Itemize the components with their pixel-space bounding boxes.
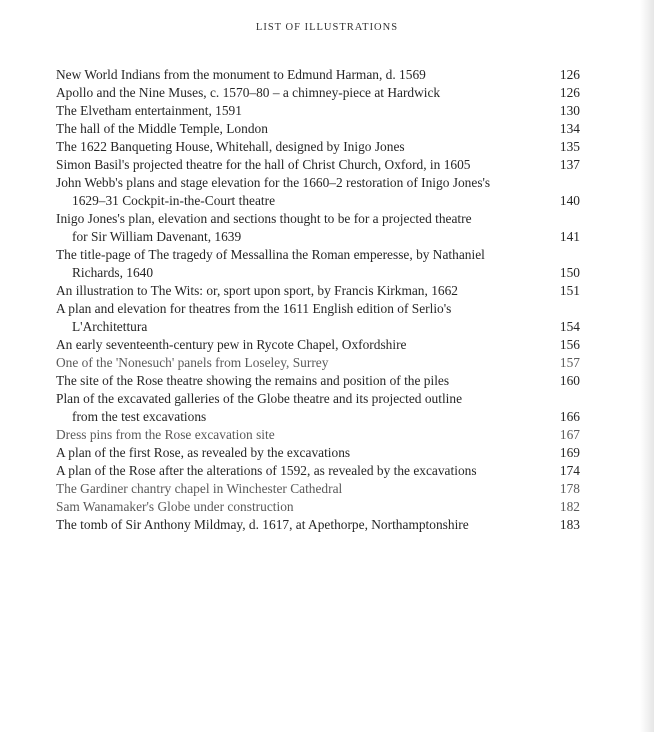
- entry-page-number: 182: [559, 499, 580, 514]
- list-entry: [56, 282, 582, 300]
- entry-title: The hall of the Middle Temple, London: [56, 121, 268, 136]
- entry-page-number: 130: [559, 103, 580, 118]
- list-entry: [56, 390, 582, 426]
- entry-title: An illustration to The Wits: or, sport upon sport, by Francis Kirkman, 1662: [56, 283, 458, 298]
- entry-title: The site of the Rose theatre showing the remains and position of the piles: [56, 373, 450, 388]
- entry-title: The tomb of Sir Anthony Mildmay, d. 1617, at Apethorpe, Northamptonshire: [56, 517, 469, 532]
- entry-title: Inigo Jones's plan, elevation and sections thought to be for a projected theatre: [56, 211, 472, 226]
- entry-title: A plan and elevation for theatres from the 1611 English edition of Serlio's: [56, 301, 452, 316]
- entry-page-number: 134: [559, 121, 580, 136]
- entry-page-number: 126: [559, 67, 580, 82]
- entry-page-number: 141: [559, 229, 580, 244]
- entry-title: Plan of the excavated galleries of the Globe theatre and its projected outline: [56, 391, 463, 406]
- list-entry: [56, 156, 582, 174]
- list-entry: [56, 462, 582, 480]
- entry-title: Sam Wanamaker's Globe under construction: [56, 499, 294, 514]
- entry-title: New World Indians from the monument to Edmund Harman, d. 1569: [56, 67, 426, 82]
- entry-title: The Elvetham entertainment, 1591: [56, 103, 242, 118]
- entry-page-number: 137: [559, 157, 580, 172]
- list-entry: [56, 210, 582, 246]
- entry-page-number: 160: [559, 373, 580, 388]
- page-gutter-shadow: [640, 0, 654, 732]
- list-entry: [56, 336, 582, 354]
- list-entry: [56, 120, 582, 138]
- entry-title-continuation: for Sir William Davenant, 1639: [72, 229, 242, 244]
- list-entry: [56, 84, 582, 102]
- entry-page-number: 174: [559, 463, 580, 478]
- list-entry: [56, 174, 582, 210]
- entry-page-number: 169: [559, 445, 580, 460]
- running-header: LIST OF ILLUSTRATIONS: [255, 22, 399, 33]
- list-entry: [56, 102, 582, 120]
- entry-title: Apollo and the Nine Muses, c. 1570–80 – a chimney-piece at Hardwick: [56, 85, 441, 100]
- entry-page-number: 178: [559, 481, 580, 496]
- list-entry: [56, 354, 582, 372]
- list-entry: [56, 300, 582, 336]
- entry-page-number: 167: [559, 427, 580, 442]
- entry-title: The title-page of The tragedy of Messallina the Roman emperesse, by Nathaniel: [56, 247, 485, 262]
- list-entry: [56, 246, 582, 282]
- entry-page-number: 151: [559, 283, 580, 298]
- list-entry: [56, 372, 582, 390]
- entry-title: John Webb's plans and stage elevation for the 1660–2 restoration of Inigo Jones's: [56, 175, 491, 190]
- entry-title: A plan of the first Rose, as revealed by the excavations: [56, 445, 351, 460]
- list-entry: [56, 138, 582, 156]
- entry-title: Dress pins from the Rose excavation site: [56, 427, 275, 442]
- entry-page-number: 166: [559, 409, 580, 424]
- entry-title: The Gardiner chantry chapel in Winchester Cathedral: [56, 481, 343, 496]
- list-entry: [56, 444, 582, 462]
- entry-page-number: 183: [559, 517, 580, 532]
- entry-title-continuation: Richards, 1640: [72, 265, 154, 280]
- entry-page-number: 157: [559, 355, 580, 370]
- entry-title-continuation: 1629–31 Cockpit-in-the-Court theatre: [72, 193, 276, 208]
- entry-title-continuation: L'Architettura: [72, 319, 148, 334]
- entry-page-number: 150: [559, 265, 580, 280]
- list-entry: [56, 480, 582, 498]
- list-entry: [56, 426, 582, 444]
- entry-page-number: 135: [559, 139, 580, 154]
- list-entry: [56, 66, 582, 84]
- entry-page-number: 140: [559, 193, 580, 208]
- entry-title: One of the 'Nonesuch' panels from Loseley, Surrey: [56, 355, 329, 370]
- list-entry: [56, 498, 582, 516]
- entry-title: Simon Basil's projected theatre for the hall of Christ Church, Oxford, in 1605: [56, 157, 471, 172]
- entry-page-number: 154: [559, 319, 580, 334]
- list-entry: [56, 516, 582, 534]
- entry-title-continuation: from the test excavations: [72, 409, 207, 424]
- illustrations-list: [56, 66, 582, 534]
- entry-title: A plan of the Rose after the alterations of 1592, as revealed by the excavations: [56, 463, 477, 478]
- entry-title: An early seventeenth-century pew in Rycote Chapel, Oxfordshire: [56, 337, 407, 352]
- entry-page-number: 156: [559, 337, 580, 352]
- entry-page-number: 126: [559, 85, 580, 100]
- entry-title: The 1622 Banqueting House, Whitehall, designed by Inigo Jones: [56, 139, 405, 154]
